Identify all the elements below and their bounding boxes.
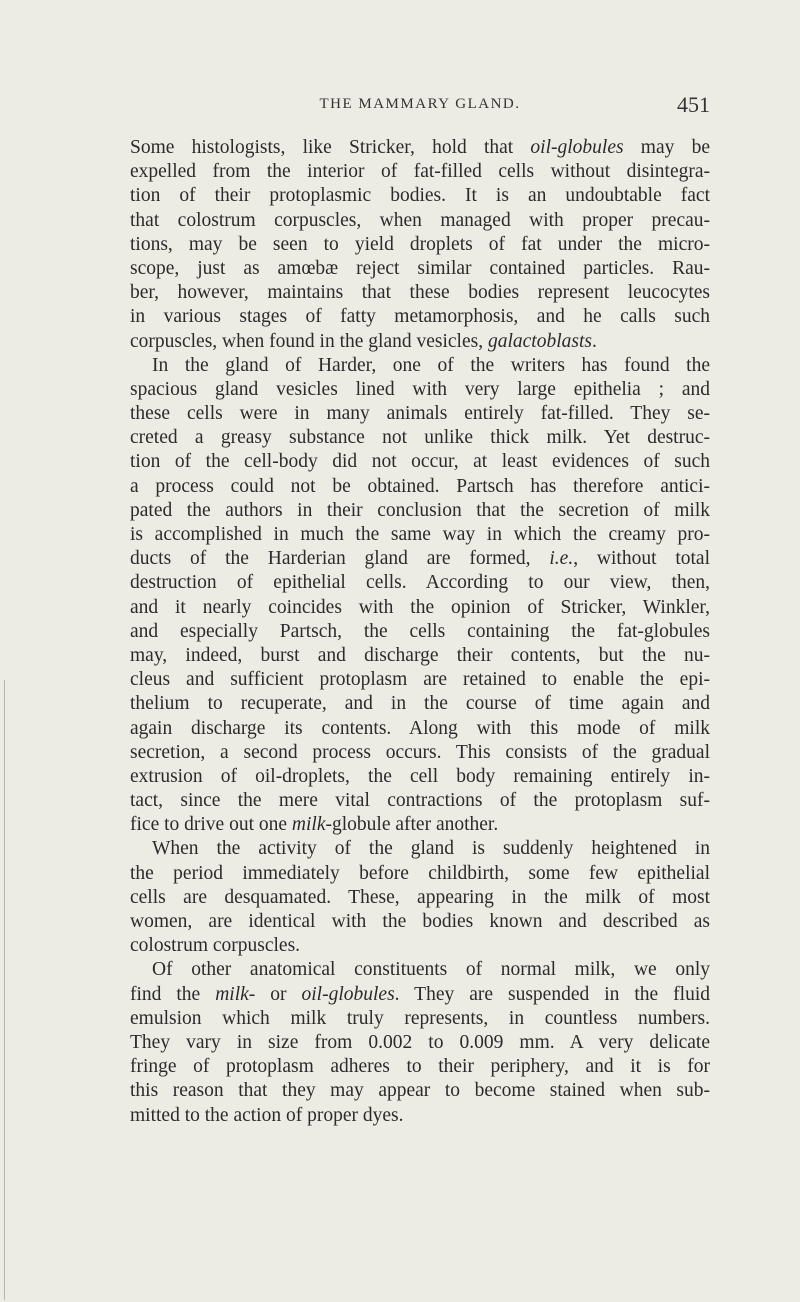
text-line: destruction of epithelial cells. According to our view, then, bbox=[130, 572, 710, 594]
text-line: fringe of protoplasm adheres to their periphery, and it is for bbox=[130, 1056, 710, 1078]
text-line: When the activity of the gland is suddenly heightened in bbox=[152, 838, 710, 860]
text-line: corpuscles, when found in the gland vesicles, galactoblasts. bbox=[130, 330, 597, 352]
text-line: colostrum corpuscles. bbox=[130, 935, 301, 957]
text-line: mitted to the action of proper dyes. bbox=[130, 1104, 404, 1126]
text-line: may, indeed, burst and discharge their contents, but the nu- bbox=[130, 644, 710, 666]
text-line: a process could not be obtained. Partsch has therefore antici- bbox=[130, 475, 710, 497]
text-line: and it nearly coincides with the opinion of Stricker, Winkler, bbox=[130, 596, 710, 618]
text-line: tions, may be seen to yield droplets of fat under the micro- bbox=[130, 233, 710, 255]
text-line: expelled from the interior of fat-filled cells without disintegra- bbox=[130, 161, 710, 183]
text-line: fice to drive out one milk-globule after another. bbox=[130, 814, 499, 836]
text-line: secretion, a second process occurs. This consists of the gradual bbox=[130, 741, 710, 763]
text-line: tion of the cell-body did not occur, at least evidences of such bbox=[130, 451, 710, 473]
page-number: 451 bbox=[677, 92, 710, 117]
text-line: Of other anatomical constituents of normal milk, we only bbox=[152, 959, 710, 981]
text-line: They vary in size from 0.002 to 0.009 mm. A very delicate bbox=[130, 1031, 710, 1053]
text-line: scope, just as amœbæ reject similar contained particles. Rau- bbox=[130, 257, 710, 279]
text-line: women, are identical with the bodies known and described as bbox=[130, 911, 710, 932]
text-line: that colostrum corpuscles, when managed with proper precau- bbox=[130, 209, 710, 231]
page-edge-shadow bbox=[4, 680, 5, 1300]
text-line: ducts of the Harderian gland are formed, i.e., without total bbox=[130, 548, 710, 570]
text-line: and especially Partsch, the cells containing the fat-globules bbox=[130, 620, 710, 642]
text-line: cells are desquamated. These, appearing in the milk of most bbox=[130, 886, 710, 908]
text-line: creted a greasy substance not unlike thick milk. Yet destruc- bbox=[130, 427, 710, 449]
text-line: tion of their protoplasmic bodies. It is an undoubtable fact bbox=[130, 185, 710, 207]
text-line: tact, since the mere vital contractions of the protoplasm suf- bbox=[130, 790, 710, 812]
text-line: the period immediately before childbirth, some few epithelial bbox=[130, 862, 710, 884]
text-line: In the gland of Harder, one of the writers has found the bbox=[152, 354, 710, 376]
text-line: is accomplished in much the same way in which the creamy pro- bbox=[130, 524, 710, 545]
text-line: Some histologists, like Stricker, hold that oil-globules may be bbox=[130, 137, 711, 158]
text-line: find the milk- or oil-globules. They are suspended in the fluid bbox=[130, 983, 711, 1005]
text-line: pated the authors in their conclusion that the secretion of milk bbox=[130, 499, 710, 521]
body-text bbox=[130, 136, 710, 1128]
text-line: this reason that they may appear to become stained when sub- bbox=[130, 1080, 710, 1102]
running-head bbox=[130, 92, 710, 122]
text-line: thelium to recuperate, and in the course of time again and bbox=[130, 693, 710, 715]
text-line: these cells were in many animals entirely fat-filled. They se- bbox=[130, 403, 710, 425]
text-line: cleus and sufficient protoplasm are retained to enable the epi- bbox=[130, 669, 710, 691]
text-line: ber, however, maintains that these bodies represent leucocytes bbox=[130, 282, 710, 304]
text-line: emulsion which milk truly represents, in countless numbers. bbox=[130, 1007, 710, 1029]
text-line: spacious gland vesicles lined with very large epithelia ; and bbox=[130, 378, 710, 400]
text-line: in various stages of fatty metamorphosis, and he calls such bbox=[130, 306, 710, 328]
text-line: extrusion of oil-droplets, the cell body remaining entirely in- bbox=[130, 765, 710, 787]
text-line: again discharge its contents. Along with this mode of milk bbox=[130, 717, 710, 739]
running-title: THE MAMMARY GLAND. bbox=[319, 96, 521, 112]
